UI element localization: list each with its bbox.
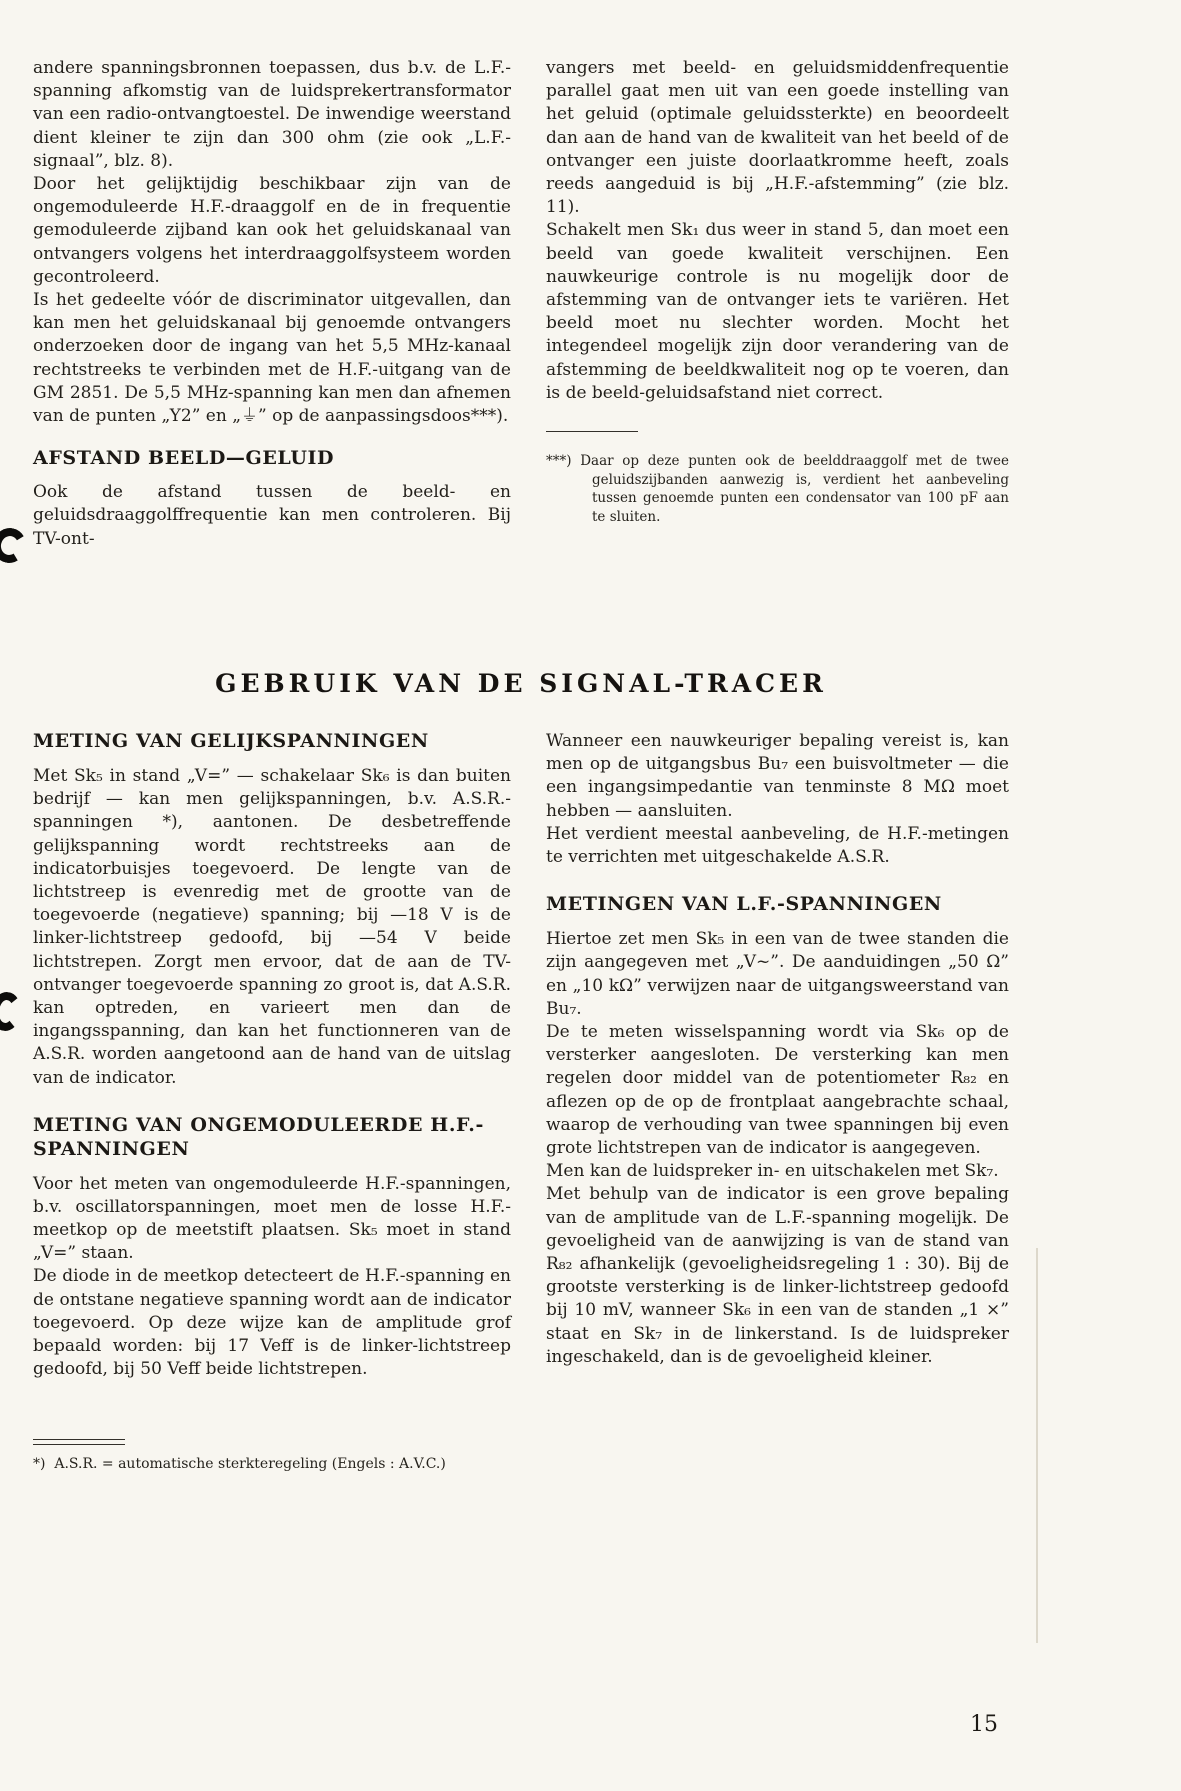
body-paragraph: Men kan de luidspreker in- en uitschakelen met Sk₇. (546, 1161, 999, 1182)
scan-artifact-line (1036, 1248, 1038, 1643)
body-paragraph: Hiertoe zet men Sk₅ in een van de twee standen die zijn aangegeven met „V~”. De aanduidingen „50 Ω” en „10 kΩ” verwijzen naar de uitgangsweerstand van Bu₇. (546, 929, 1009, 1019)
section-heading-afstand-beeld-geluid: AFSTAND BEELD—GELUID (33, 447, 335, 470)
footnote-asr: *) A.S.R. = automatische sterkteregeling (Engels : A.V.C.) (33, 1456, 446, 1473)
body-paragraph: Ook de afstand tussen de beeld- en geluidsdraaggolffrequentie kan men controleren. Bij TV-ont- (33, 482, 511, 549)
main-title: GEBRUIK VAN DE SIGNAL-TRACER (215, 669, 827, 698)
body-paragraph: Door het gelijktijdig beschikbaar zijn van de ongemoduleerde H.F.-draaggolf en de in frequentie gemoduleerde zijband kan ook het geluidskanaal van ontvangers volgens het interdraaggolfsysteem worden gecontroleerd. (33, 174, 511, 287)
section-heading-metingen-lf-spanningen: METINGEN VAN L.F.-SPANNINGEN (546, 893, 942, 916)
ink-blot-mark (0, 525, 30, 567)
footnote-rule (33, 1439, 125, 1445)
body-paragraph: Het verdient meestal aanbeveling, de H.F.-metingen te verrichten met uitgeschakelde A.S.R. (546, 823, 1009, 868)
body-paragraph: Wanneer een nauwkeuriger bepaling vereist is, kan men op de uitgangsbus Bu₇ een buisvoltmeter — die een ingangsimpedantie van tenminste 8 MΩ moet hebben — aansluiten. (546, 731, 1009, 821)
footnote-rule (546, 431, 638, 432)
main-left-column (33, 730, 511, 1474)
body-paragraph: De te meten wisselspanning wordt via Sk₆ op de versterker aangesloten. De versterking kan men regelen door middel van de potentiometer R₈₂ en aflezen op de op de frontplaat aangebrachte schaal, waarop de verhouding van twee spanningen bij even grote lichtstrepen van de indicator is aangegeven. (546, 1021, 1009, 1158)
page-number: 15 (970, 1712, 998, 1737)
ink-blot-mark (0, 991, 23, 1033)
body-paragraph: De diode in de meetkop detecteert de H.F.-spanning en de ontstane negatieve spanning wordt aan de indicator toegevoerd. Op deze wijze kan de amplitude grof bepaald worden: bij 17 Veff is de linker-lichtstreep gedoofd, bij 50 Veff beide lichtstrepen. (33, 1266, 511, 1380)
body-paragraph: andere spanningsbronnen toepassen, dus b.v. de L.F.-spanning afkomstig van de luidsprekertransformator van een radio-ontvangtoestel. De inwendige weerstand dient kleiner te zijn dan 300 ohm (zie ook „L.F.-signaal”, blz. 8). (33, 58, 511, 171)
intro-left-column (33, 57, 511, 625)
intro-section (33, 57, 1009, 625)
section-heading-meting-hf-spanningen: METING VAN ONGEMODULEERDE H.F.-SPANNINGEN (33, 1113, 484, 1160)
footnote-stars: ***) Daar op deze punten ook de beelddraaggolf met de twee geluidszijbanden aanwezig is, verdient het aanbeveling tussen genoemde punten een condensator van 100 pF aan te sluiten. (546, 453, 1009, 525)
body-paragraph: vangers met beeld- en geluidsmiddenfrequentie parallel gaat men uit van een goede instelling van het geluid (optimale geluidssterkte) en beoordeelt dan aan de hand van de kwaliteit van het beeld of de ontvanger een juiste doorlaatkromme heeft, zoals reeds aangeduid is bij „H.F.-afstemming” (zie blz. 11). (546, 58, 1009, 218)
body-paragraph: Met behulp van de indicator is een grove bepaling van de amplitude van de L.F.-spanning mogelijk. De gevoeligheid van de aanwijzing is van de stand van R₈₂ afhankelijk (gevoeligheidsregeling 1 : 30). Bij de grootste versterking is de linker-lichtstreep gedoofd bij 10 mV, wanneer Sk₆ in een van de standen „1 ×” staat en Sk₇ in de linkerstand. Is de luidspreker ingeschakeld, dan is de gevoeligheid kleiner. (546, 1184, 1009, 1367)
section-heading-meting-gelijkspanningen: METING VAN GELIJKSPANNINGEN (33, 730, 429, 752)
body-paragraph: Is het gedeelte vóór de discriminator uitgevallen, dan kan men het geluidskanaal bij genoemde ontvangers onderzoeken door de ingang van het 5,5 MHz-kanaal rechtstreeks te verbinden met de H.F.-uitgang van de GM 2851. De 5,5 MHz-spanning kan men dan afnemen van de punten „Y2” en „⏚” op de aanpassingsdoos***). (33, 290, 511, 427)
intro-right-column (546, 57, 1009, 625)
body-paragraph: Voor het meten van ongemoduleerde H.F.-spanningen, b.v. oscillatorspanningen, moet men de losse H.F.-meetkop op de meetstift plaatsen. Sk₅ moet in stand „V=” staan. (33, 1173, 511, 1264)
main-right-column (546, 730, 1009, 1474)
body-paragraph: Met Sk₅ in stand „V=” — schakelaar Sk₆ is dan buiten bedrijf — kan men gelijkspanningen, b.v. A.S.R.-spanningen *), aantonen. De desbetreffende gelijkspanning wordt rechtstreeks aan de indicatorbuisjes toegevoerd. De lengte van de lichtstreep is evenredig met de grootte van de toegevoerde (negatieve) spanning; bij —18 V is de linker-lichtstreep gedoofd, bij —54 V beide lichtstrepen. Zorgt men ervoor, dat de aan de TV-ontvanger toegevoerde spanning zo groot is, dat A.S.R. kan optreden, en varieert men dan de ingangsspanning, dan kan het functionneren van de A.S.R. worden aangetoond aan de hand van de uitslag van de indicator. (33, 765, 511, 1088)
main-section (33, 730, 1009, 1474)
body-paragraph: Schakelt men Sk₁ dus weer in stand 5, dan moet een beeld van goede kwaliteit verschijnen. Een nauwkeurige controle is nu mogelijk door de afstemming van de ontvanger iets te variëren. Het beeld moet nu slechter worden. Mocht het integendeel mogelijk zijn door verandering van de afstemming de beeldkwaliteit nog op te voeren, dan is de beeld-geluidsafstand niet correct. (546, 220, 1009, 403)
